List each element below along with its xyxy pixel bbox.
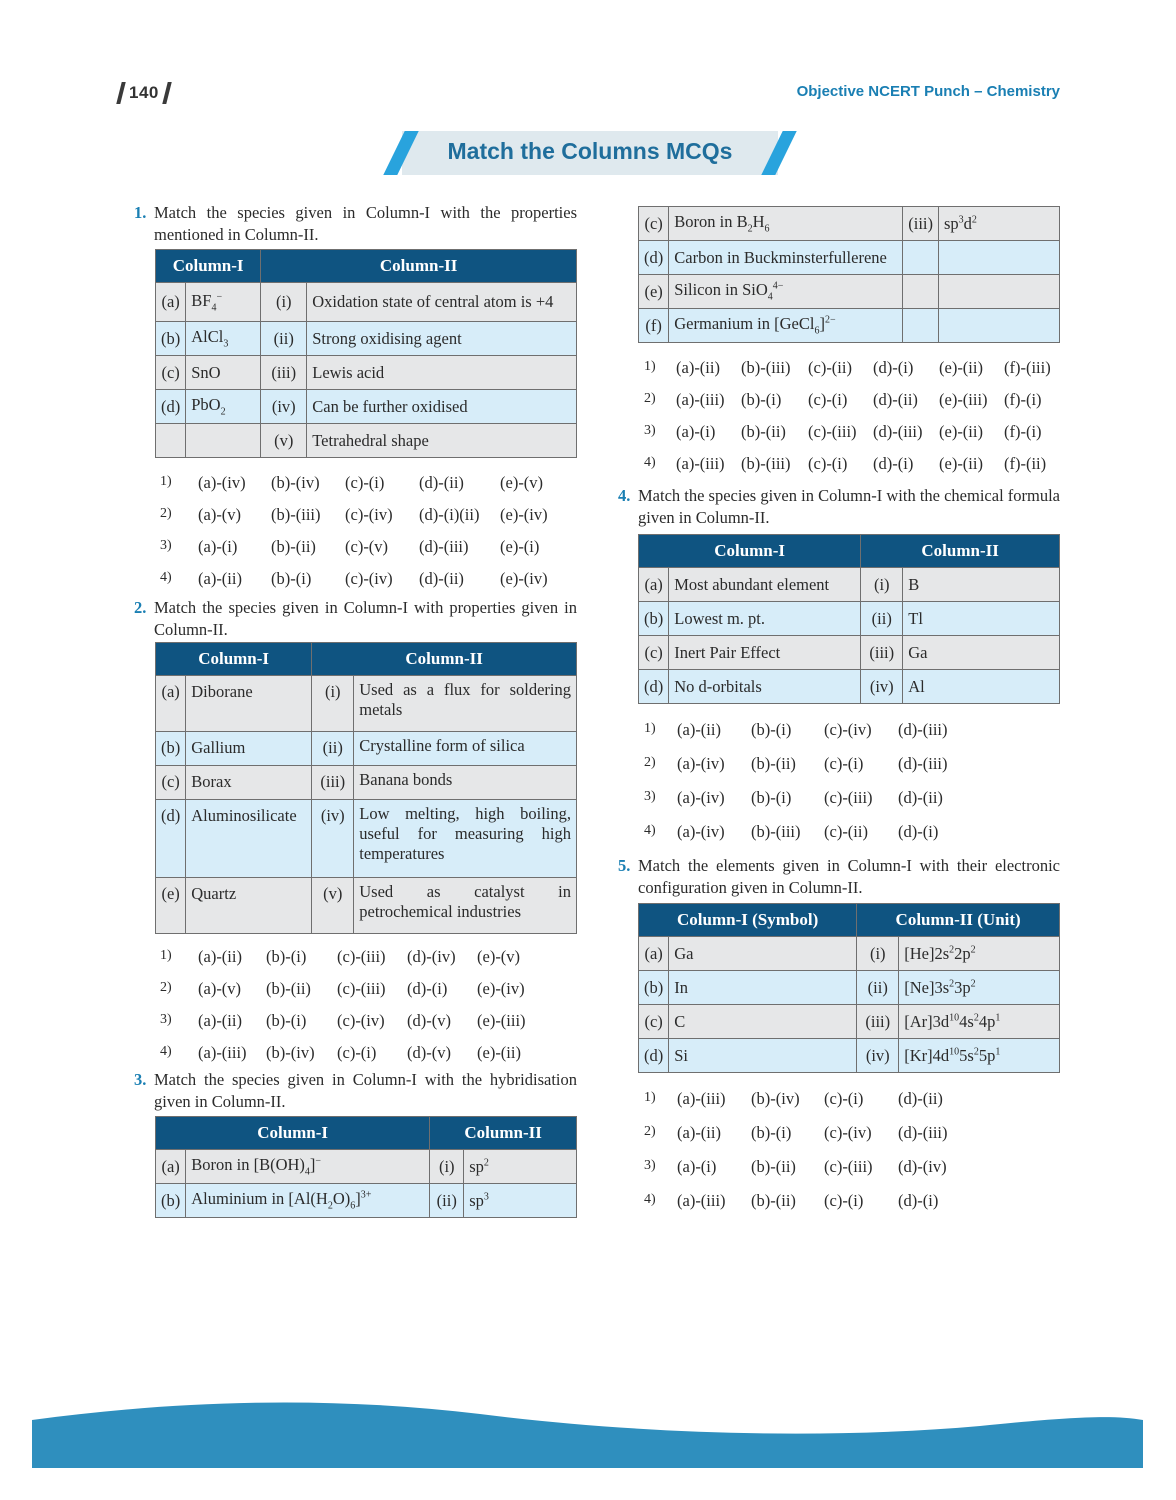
option-number: 1) (644, 721, 656, 736)
row-numeral: (i) (861, 568, 903, 602)
option-pair: (d)-(v) (407, 1011, 451, 1030)
option-pair: (e)-(ii) (477, 1043, 521, 1062)
row-numeral: (i) (857, 937, 899, 971)
option-pair: (a)-(iv) (198, 473, 246, 492)
option-pair: (f)-(i) (1004, 390, 1042, 409)
question-4: 4. Match the species given in Column-I with the chemical formula given in Column-II. (618, 486, 1061, 527)
option-number: 3) (644, 789, 656, 804)
table-row (156, 322, 577, 356)
option-number: 1) (644, 1090, 656, 1105)
column-1-entry: In (669, 971, 857, 1005)
option-pair: (b)-(i) (271, 569, 312, 588)
row-label: (b) (156, 1184, 186, 1218)
column-header: Column-II (861, 535, 1060, 568)
table-row (639, 207, 1060, 241)
option-pair: (b)-(iv) (271, 473, 320, 492)
option-pair: (b)-(iii) (271, 505, 321, 524)
column-1-entry: Boron in $B_2H_6$ (669, 207, 903, 241)
row-numeral: (ii) (312, 732, 354, 766)
option-number: 2) (644, 391, 656, 406)
column-2-entry: Al (903, 670, 1060, 704)
column-1-entry: SnO (186, 356, 261, 390)
option-pair: (a)-(i) (677, 1157, 717, 1176)
table-row (156, 878, 577, 934)
section-title-banner (388, 131, 792, 175)
option-number: 4) (644, 1192, 656, 1207)
row-label: (d) (639, 241, 669, 275)
table-row (639, 670, 1060, 704)
column-2-entry: $sp^2$ (464, 1150, 577, 1184)
row-numeral: (ii) (261, 322, 307, 356)
option-pair: (a)-(iv) (677, 822, 725, 841)
column-1-entry: Carbon in Buckminsterfullerene (669, 241, 903, 275)
table-row (639, 309, 1060, 343)
table-row (639, 1039, 1060, 1073)
question-text: Match the species given in Column-I with the hybridisation given in Column-II. (154, 1070, 577, 1111)
option-pair: (e)-(iii) (477, 1011, 526, 1030)
option-pair: (a)-(iii) (677, 1089, 726, 1108)
option-pair: (b)-(ii) (751, 1191, 796, 1210)
option-pair: (a)-(i) (676, 422, 716, 441)
table-row (156, 1150, 577, 1184)
option-pair: (c)-(i) (345, 473, 385, 492)
option-pair: (c)-(i) (824, 754, 864, 773)
option-number: 3) (160, 538, 172, 553)
option-pair: (a)-(ii) (198, 569, 242, 588)
option-pair: (e)-(v) (500, 473, 544, 492)
column-1-entry: Boron in $[B(OH)_4]^-$ (186, 1150, 430, 1184)
option-number: 2) (160, 506, 172, 521)
option-pair: (a)-(v) (198, 505, 242, 524)
row-numeral: (v) (312, 878, 354, 934)
row-label: (c) (639, 1005, 669, 1039)
column-1-entry (186, 424, 261, 458)
footer-wave (0, 1400, 1176, 1500)
column-2-entry (939, 275, 1060, 309)
row-label: (a) (156, 1150, 186, 1184)
option-pair: (d)-(iii) (898, 720, 948, 739)
option-number: 3) (160, 1012, 172, 1027)
column-header: Column-II (261, 250, 577, 283)
option-pair: (c)-(iii) (824, 788, 873, 807)
option-pair: (d)-(i)(ii) (419, 505, 480, 524)
column-2-entry: Used as catalyst in petrochemical industries (354, 878, 577, 934)
q4-match-table (638, 534, 1060, 704)
column-1-entry: AlCl$_3$ (186, 322, 261, 356)
option-pair: (b)-(ii) (266, 979, 311, 998)
option-number: 1) (160, 474, 172, 489)
column-header: Column-I (639, 535, 861, 568)
row-numeral: (iv) (861, 670, 903, 704)
table-row (156, 1184, 577, 1218)
column-1-entry: Ga (669, 937, 857, 971)
option-pair: (a)-(v) (198, 979, 242, 998)
column-2-entry: Lewis acid (307, 356, 577, 390)
option-pair: (b)-(iv) (266, 1043, 315, 1062)
option-pair: (c)-(iii) (808, 422, 857, 441)
option-number: 2) (644, 755, 656, 770)
option-pair: (c)-(iii) (824, 1157, 873, 1176)
column-1-entry: Diborane (186, 676, 312, 732)
option-pair: (c)-(ii) (808, 358, 852, 377)
table-row (639, 568, 1060, 602)
option-pair: (c)-(i) (337, 1043, 377, 1062)
row-label: (c) (156, 766, 186, 800)
column-2-entry: Can be further oxidised (307, 390, 577, 424)
option-number: 3) (644, 1158, 656, 1173)
column-1-entry: $BF_4^-$ (186, 283, 261, 322)
option-pair: (e)-(ii) (939, 358, 983, 377)
option-pair: (b)-(iv) (751, 1089, 800, 1108)
option-pair: (c)-(iv) (337, 1011, 385, 1030)
option-pair: (b)-(i) (266, 947, 307, 966)
table-row (156, 676, 577, 732)
option-pair: (e)-(iv) (477, 979, 525, 998)
option-pair: (b)-(iii) (751, 822, 801, 841)
option-pair: (a)-(iii) (676, 454, 725, 473)
row-numeral: (iv) (312, 800, 354, 878)
option-pair: (f)-(iii) (1004, 358, 1051, 377)
column-header: Column-I (Symbol) (639, 904, 857, 937)
option-pair: (b)-(iii) (741, 358, 791, 377)
option-number: 4) (644, 823, 656, 838)
row-numeral: (iii) (312, 766, 354, 800)
column-header: Column-II (312, 643, 577, 676)
option-pair: (a)-(ii) (198, 1011, 242, 1030)
table-row (156, 390, 577, 424)
option-pair: (d)-(i) (873, 358, 914, 377)
option-pair: (b)-(i) (751, 1123, 792, 1142)
question-text: Match the species given in Column-I with the chemical formula given in Column-II. (638, 486, 1061, 527)
column-1-entry: C (669, 1005, 857, 1039)
option-pair: (e)-(iii) (939, 390, 988, 409)
column-2-entry: Ga (903, 636, 1060, 670)
option-pair: (d)-(iii) (873, 422, 923, 441)
column-2-entry: $[He]2s^22p^2$ (899, 937, 1060, 971)
option-pair: (b)-(i) (751, 788, 792, 807)
column-2-entry: B (903, 568, 1060, 602)
row-label: (e) (639, 275, 669, 309)
option-pair: (c)-(i) (808, 454, 848, 473)
option-pair: (d)-(iii) (898, 1123, 948, 1142)
column-2-entry: $[Ne]3s^23p^2$ (899, 971, 1060, 1005)
row-label (156, 424, 186, 458)
option-number: 1) (160, 948, 172, 963)
column-2-entry: Crystalline form of silica (354, 732, 577, 766)
table-row (639, 241, 1060, 275)
option-pair: (c)-(ii) (824, 822, 868, 841)
column-header: Column-I (156, 250, 261, 283)
option-number: 2) (160, 980, 172, 995)
column-header: Column-I (156, 643, 312, 676)
option-pair: (e)-(v) (477, 947, 521, 966)
table-row (639, 937, 1060, 971)
row-label: (f) (639, 309, 669, 343)
running-title: Objective NCERT Punch – Chemistry (796, 83, 1060, 100)
column-2-entry (939, 309, 1060, 343)
q1-match-table (155, 249, 577, 458)
option-pair: (d)-(i) (873, 454, 914, 473)
question-5: 5. Match the elements given in Column-I with their electronic configuration given in Column-II. (618, 856, 1060, 897)
row-label: (a) (156, 676, 186, 732)
row-numeral: (iii) (903, 207, 939, 241)
row-label: (d) (156, 390, 186, 424)
row-numeral (903, 275, 939, 309)
option-pair: (e)-(ii) (939, 454, 983, 473)
option-pair: (d)-(iv) (898, 1157, 947, 1176)
row-numeral: (ii) (857, 971, 899, 1005)
column-2-entry: $sp^3$ (464, 1184, 577, 1218)
option-pair: (a)-(iv) (677, 788, 725, 807)
column-2-entry: Low melting, high boiling, useful for measuring high temperatures (354, 800, 577, 878)
option-pair: (d)-(iii) (898, 754, 948, 773)
column-1-entry: Lowest m. pt. (669, 602, 861, 636)
q3-match-table-part2 (638, 206, 1060, 343)
option-pair: (e)-(iv) (500, 569, 548, 588)
question-3: 3. Match the species given in Column-I with the hybridisation given in Column-II. (134, 1070, 577, 1111)
column-2-entry: $sp^3d^2$ (939, 207, 1060, 241)
row-label: (d) (156, 800, 186, 878)
row-label: (a) (156, 283, 186, 322)
question-text: Match the elements given in Column-I with their electronic configuration given in Column-II. (638, 856, 1060, 897)
row-numeral: (iv) (261, 390, 307, 424)
option-number: 4) (644, 455, 656, 470)
table-row (639, 602, 1060, 636)
column-1-entry: PbO$_2$ (186, 390, 261, 424)
row-label: (b) (639, 971, 669, 1005)
row-numeral: (v) (261, 424, 307, 458)
table-row (156, 732, 577, 766)
option-pair: (b)-(ii) (271, 537, 316, 556)
column-2-entry: Used as a flux for soldering metals (354, 676, 577, 732)
option-number: 2) (644, 1124, 656, 1139)
column-2-entry: Tl (903, 602, 1060, 636)
option-pair: (a)-(iii) (198, 1043, 247, 1062)
row-numeral: (i) (312, 676, 354, 732)
row-label: (c) (156, 356, 186, 390)
option-pair: (d)-(i) (898, 1191, 939, 1210)
option-pair: (b)-(i) (751, 720, 792, 739)
row-numeral: (iv) (857, 1039, 899, 1073)
option-pair: (a)-(ii) (198, 947, 242, 966)
column-1-entry: Quartz (186, 878, 312, 934)
option-pair: (d)-(ii) (873, 390, 918, 409)
option-pair: (c)-(iv) (824, 720, 872, 739)
row-numeral: (iii) (861, 636, 903, 670)
option-pair: (f)-(i) (1004, 422, 1042, 441)
option-pair: (a)-(ii) (677, 1123, 721, 1142)
option-pair: (e)-(i) (500, 537, 540, 556)
column-header: Column-II (Unit) (857, 904, 1060, 937)
row-numeral: (iii) (857, 1005, 899, 1039)
column-1-entry: Germanium in [GeCl$_6$]$^{2-}$ (669, 309, 903, 343)
column-2-entry: Banana bonds (354, 766, 577, 800)
option-pair: (c)-(v) (345, 537, 389, 556)
column-2-entry: Tetrahedral shape (307, 424, 577, 458)
column-header: Column-I (156, 1117, 430, 1150)
row-label: (c) (639, 207, 669, 241)
column-1-entry: Borax (186, 766, 312, 800)
q2-match-table (155, 642, 577, 934)
option-pair: (c)-(iii) (337, 947, 386, 966)
table-row (156, 356, 577, 390)
option-pair: (b)-(ii) (751, 754, 796, 773)
row-label: (d) (639, 1039, 669, 1073)
option-pair: (c)-(iv) (824, 1123, 872, 1142)
row-numeral: (i) (261, 283, 307, 322)
question-text: Match the species given in Column-I with properties given in Column-II. (154, 598, 577, 639)
column-1-entry: Si (669, 1039, 857, 1073)
option-pair: (c)-(i) (824, 1191, 864, 1210)
question-2: 2. Match the species given in Column-I with properties given in Column-II. (134, 598, 577, 639)
option-pair: (a)-(ii) (677, 720, 721, 739)
table-row (639, 971, 1060, 1005)
column-1-entry: Most abundant element (669, 568, 861, 602)
option-pair: (d)-(ii) (898, 1089, 943, 1108)
page-number: 140 (113, 82, 175, 104)
option-pair: (c)-(iv) (345, 505, 393, 524)
option-pair: (c)-(iii) (337, 979, 386, 998)
option-pair: (d)-(iv) (407, 947, 456, 966)
column-1-entry: Aluminosilicate (186, 800, 312, 878)
option-pair: (c)-(iv) (345, 569, 393, 588)
option-pair: (d)-(ii) (898, 788, 943, 807)
column-2-entry: $[Kr]4d^{10}5s^25p^1$ (899, 1039, 1060, 1073)
option-pair: (c)-(i) (824, 1089, 864, 1108)
table-row (156, 800, 577, 878)
option-pair: (a)-(i) (198, 537, 238, 556)
option-pair: (b)-(i) (741, 390, 782, 409)
option-pair: (c)-(i) (808, 390, 848, 409)
option-pair: (a)-(iv) (677, 754, 725, 773)
option-pair: (d)-(ii) (419, 473, 464, 492)
option-pair: (b)-(ii) (741, 422, 786, 441)
table-row (156, 283, 577, 322)
column-1-entry: Inert Pair Effect (669, 636, 861, 670)
option-pair: (b)-(i) (266, 1011, 307, 1030)
column-1-entry: Silicon in SiO$_4^{4-}$ (669, 275, 903, 309)
row-label: (a) (639, 568, 669, 602)
row-label: (a) (639, 937, 669, 971)
option-number: 4) (160, 570, 172, 585)
question-1: 1. Match the species given in Column-I with the properties mentioned in Column-II. (134, 203, 577, 244)
column-1-entry: Aluminium in $[Al(H_2O)_6]^{3+}$ (186, 1184, 430, 1218)
option-pair: (d)-(i) (407, 979, 448, 998)
q5-match-table (638, 903, 1060, 1073)
row-label: (b) (639, 602, 669, 636)
column-2-entry: Oxidation state of central atom is +4 (307, 283, 577, 322)
row-numeral: (ii) (861, 602, 903, 636)
question-text: Match the species given in Column-I with the properties mentioned in Column-II. (154, 203, 577, 244)
q3-match-table-part1 (155, 1116, 577, 1218)
option-number: 1) (644, 359, 656, 374)
option-pair: (e)-(iv) (500, 505, 548, 524)
row-label: (c) (639, 636, 669, 670)
table-row (639, 1005, 1060, 1039)
row-numeral: (i) (430, 1150, 464, 1184)
table-row (639, 636, 1060, 670)
option-pair: (d)-(i) (898, 822, 939, 841)
option-pair: (a)-(iii) (677, 1191, 726, 1210)
option-pair: (d)-(ii) (419, 569, 464, 588)
option-pair: (e)-(ii) (939, 422, 983, 441)
option-pair: (f)-(ii) (1004, 454, 1047, 473)
column-2-entry (939, 241, 1060, 275)
section-title: Match the Columns MCQs (447, 138, 733, 164)
row-numeral (903, 241, 939, 275)
column-1-entry: No d-orbitals (669, 670, 861, 704)
row-label: (b) (156, 732, 186, 766)
column-1-entry: Gallium (186, 732, 312, 766)
option-number: 4) (160, 1044, 172, 1059)
option-pair: (b)-(iii) (741, 454, 791, 473)
option-pair: (b)-(ii) (751, 1157, 796, 1176)
option-number: 3) (644, 423, 656, 438)
table-row (639, 275, 1060, 309)
row-numeral: (iii) (261, 356, 307, 390)
column-2-entry: $[Ar]3d^{10}4s^24p^1$ (899, 1005, 1060, 1039)
option-pair: (d)-(v) (407, 1043, 451, 1062)
row-label: (d) (639, 670, 669, 704)
row-label: (b) (156, 322, 186, 356)
option-pair: (a)-(ii) (676, 358, 720, 377)
row-label: (e) (156, 878, 186, 934)
table-row (156, 424, 577, 458)
option-pair: (d)-(iii) (419, 537, 469, 556)
column-header: Column-II (430, 1117, 577, 1150)
row-numeral: (ii) (430, 1184, 464, 1218)
option-pair: (a)-(iii) (676, 390, 725, 409)
table-row (156, 766, 577, 800)
column-2-entry: Strong oxidising agent (307, 322, 577, 356)
row-numeral (903, 309, 939, 343)
